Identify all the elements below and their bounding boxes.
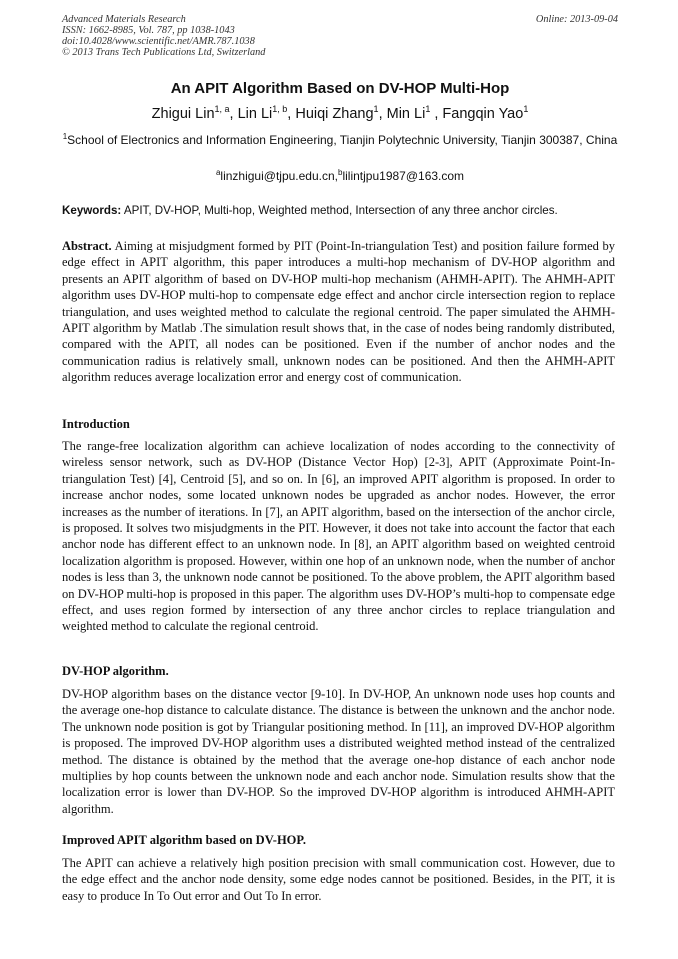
paper-title: An APIT Algorithm Based on DV-HOP Multi-Hop (170, 80, 510, 97)
author-sup: 1 (425, 104, 431, 114)
author-name: Lin Li (237, 105, 273, 122)
email-a[interactable]: linzhigui@tjpu.edu.cn, (220, 169, 338, 183)
email-sup-a: a (215, 168, 221, 177)
keywords-text: APIT, DV-HOP, Multi-hop, Weighted method, Intersection of any three anchor circles. (123, 204, 558, 217)
email-sup-b: b (338, 168, 343, 177)
section-heading: Improved APIT algorithm based on DV-HOP. (62, 833, 307, 847)
abstract (62, 238, 615, 386)
section-heading: Introduction (62, 417, 130, 431)
section-heading: DV-HOP algorithm. (62, 664, 169, 678)
online-date: Online: 2013-09-04 (535, 14, 618, 25)
author-name: Huiqi Zhang (295, 105, 374, 122)
author-name: Fangqin Yao (442, 105, 524, 122)
email-b[interactable]: lilintjpu1987@163.com (342, 169, 465, 183)
abstract-label: Abstract. (62, 239, 112, 253)
section-text: The range-free localization algorithm can achieve localization of nodes according to the connectivity of wireless sensor network, such as DV-HOP (Distance Vector Hop) [2-3], APIT (Approximate Point-In-triangulation Test) [4], Centroid [5], and so on. In [6], an improved APIT algorithm is proposed. In order to increase anchor nodes, some located unknown nodes be upgraded as anchor nodes. However, the error increases as the number of iterations. In [7], an APIT algorithm, based on the intersection of the anchor circle, is proposed. It solves two misjudgments in the PIT. However, it does not take into account the factor that each anchor node has different effect to an unknown node. In [8], an APIT algorithm based on weighted centroid localization algorithm is proposed. However, within one hop of an unknown node, when the number of anchor nodes is less than 3, the unknown node cannot be positioned. To the above problem, the APIT algorithm based on DV-HOP multi-hop is proposed in this paper. The algorithm uses DV-HOP’s multi-hop to compensate edge effect, and uses region formed by intersection of any three anchor circles to replace triangulation and weighted method to calculate the regional centroid. (62, 439, 615, 634)
issn-line: ISSN: 1662-8985, Vol. 787, pp 1038-1043 (62, 25, 235, 36)
author-name: Min Li (386, 105, 426, 122)
section-text: The APIT can achieve a relatively high position precision with small communication cost. However, due to the edge effect and the anchor node density, some edge nodes cannot be positioned. Besides, in the PIT, it is easy to produce In To Out error and Out To In error. (62, 856, 615, 903)
section-text: DV-HOP algorithm bases on the distance vector [9-10]. In DV-HOP, An unknown node uses hop counts and the average one-hop distance to calculate distance. The distance is between the unknown and the anchor node. The unknown node position is got by Triangular positioning method. In [11], an improved DV-HOP algorithm is proposed. The improved DV-HOP algorithm uses a distributed weighted method instead of the centralized method. The distance is obtained by the method that the average one-hop distance of each anchor node multiplies by hop counts between the unknown node and each anchor node. Simulation results show that the localization error is lower than DV-HOP. So the improved DV-HOP algorithm is introduced AHMH-APIT algorithm. (62, 687, 615, 816)
abstract-text: Aiming at misjudgment formed by PIT (Point-In-triangulation Test) and position failure formed by edge effect in APIT algorithm, this paper introduces a multi-hop mechanism of DV-HOP algorithm and presents an APIT algorithm of based on DV-HOP multi-hop mechanism (AHMH-APIT). The AHMH-APIT algorithm uses DV-HOP multi-hop to compensate edge effect and anchor circle intersection region to replace triangulation, and uses weighted method to calculate the regional centroid. The paper simulated the AHMH-APIT algorithm by Matlab .The simulation result shows that, in the case of nodes being randomly distributed, compared with the APIT, all nodes can be positioned. Even if the number of anchor nodes and the communication radius is relatively small, unknown nodes can be positioned. And then the AHMH-APIT algorithm reduces average localization error and energy cost of communication. (62, 239, 615, 385)
affiliation-text: School of Electronics and Information Engineering, Tianjin Polytechnic University, Tianjin 300387, China (67, 133, 618, 147)
author-sup: 1, b (272, 104, 288, 114)
journal-header (62, 14, 618, 58)
author-sup: 1 (523, 104, 529, 114)
copyright-line: © 2013 Trans Tech Publications Ltd, Switzerland (62, 47, 266, 58)
keywords-label: Keywords: (62, 204, 122, 217)
author-sup: 1 (373, 104, 379, 114)
author-list: Zhigui Lin$^{1, a}$, Lin Li$^{1, b}$, Huiqi Zhang$^1$, Min Li$^1$ , Fangqin Yao$^1$ (151, 104, 529, 122)
author-sup: 1, a (214, 104, 230, 114)
email-line (62, 168, 618, 183)
author-name: Zhigui Lin (151, 105, 215, 122)
affiliation (62, 129, 618, 148)
journal-name: Advanced Materials Research (62, 14, 186, 25)
affiliation-sup: 1 (62, 132, 68, 141)
keywords (62, 204, 622, 217)
doi-line: doi:10.4028/www.scientific.net/AMR.787.1038 (62, 36, 255, 47)
